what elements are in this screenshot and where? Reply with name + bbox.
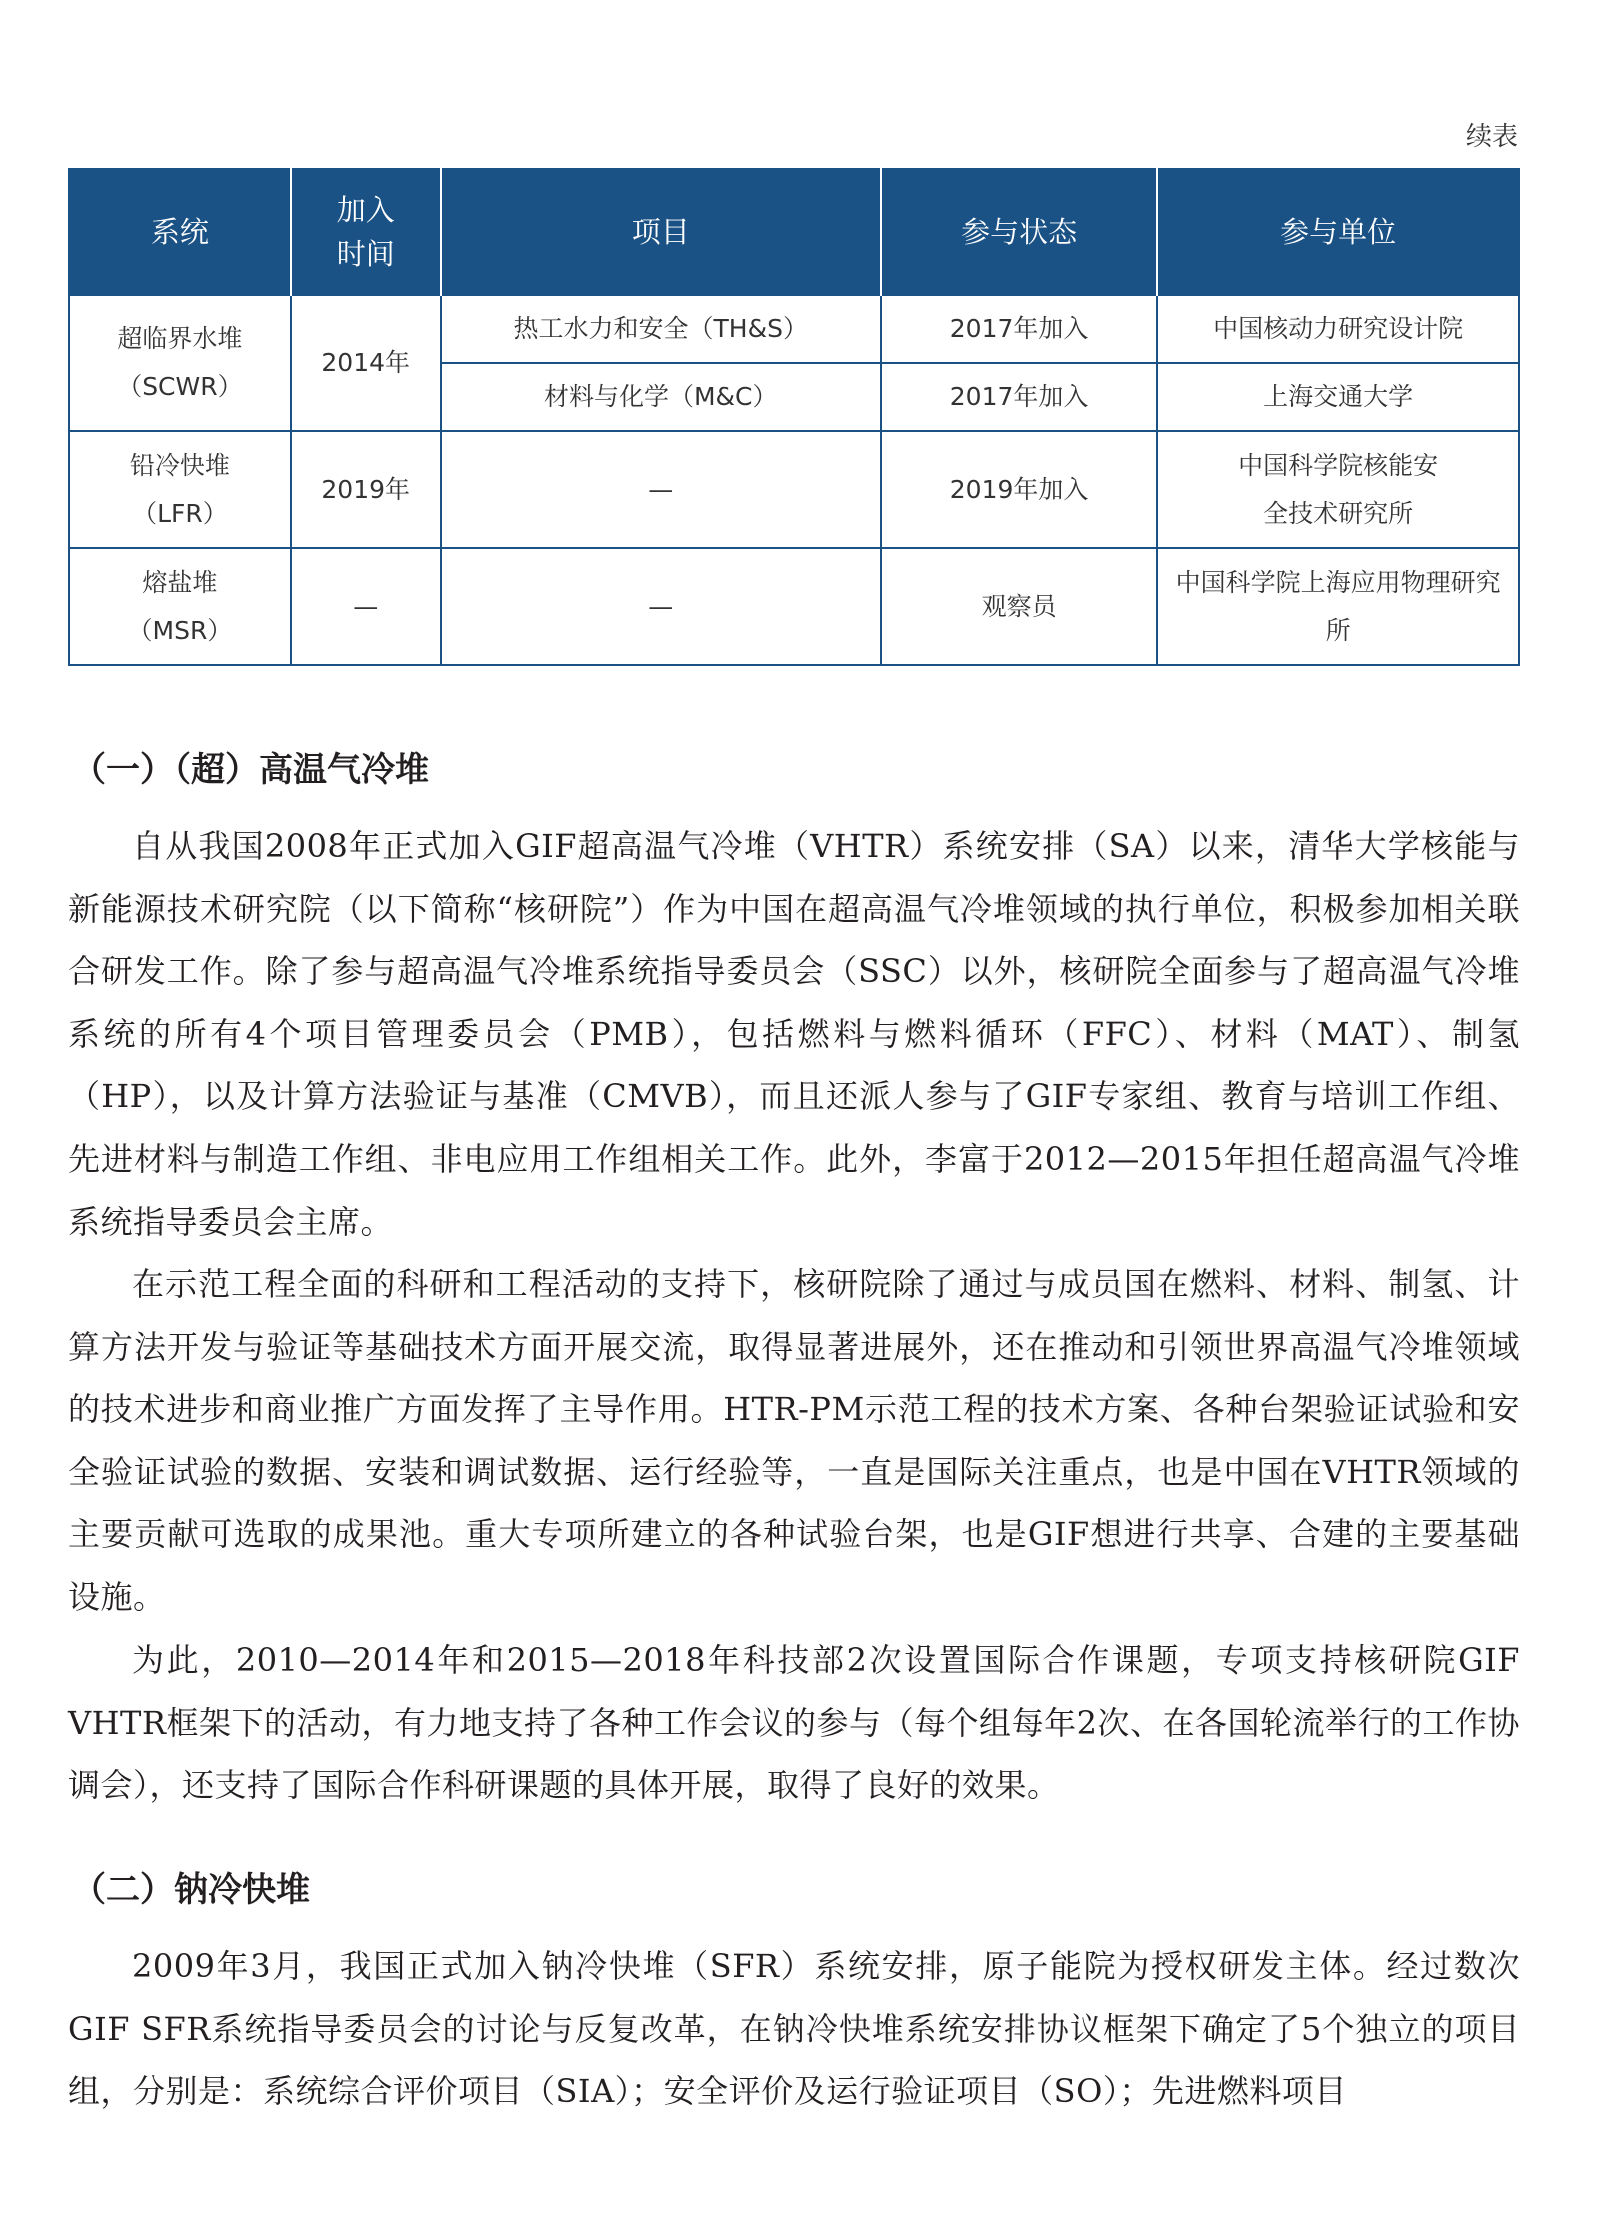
table-row	[69, 431, 1519, 548]
system-cell	[69, 548, 291, 665]
status-cell: 2017年加入	[881, 363, 1157, 431]
table-row	[69, 548, 1519, 665]
paragraph: 2009年3月，我国正式加入钠冷快堆（SFR）系统安排，原子能院为授权研发主体。经过数次GIF SFR系统指导委员会的讨论与反复改革，在钠冷快堆系统安排协议框架下确定了5个独立的项目组，分别是：系统综合评价项目（SIA）；安全评价及运行验证项目（SO）；先进燃料项目	[68, 1947, 1520, 2111]
header-status: 参与状态	[881, 169, 1157, 295]
section-heading-vhtr: （一）（超）高温气冷堆	[72, 750, 429, 790]
paragraph: 自从我国2008年正式加入GIF超高温气冷堆（VHTR）系统安排（SA）以来，清华大学核能与新能源技术研究院（以下简称“核研院”）作为中国在超高温气冷堆领域的执行单位，积极参加相关联合研发工作。除了参与超高温气冷堆系统指导委员会（SSC）以外，核研院全面参与了超高温气冷堆系统的所有4个项目管理委员会（PMB），包括燃料与燃料循环（FFC）、材料（MAT）、制氢（HP），以及计算方法验证与基准（CMVB），而且还派人参与了GIF专家组、教育与培训工作组、先进材料与制造工作组、非电应用工作组相关工作。此外，李富于2012—2015年担任超高温气冷堆系统指导委员会主席。	[68, 827, 1520, 1241]
paragraph: 在示范工程全面的科研和工程活动的支持下，核研院除了通过与成员国在燃料、材料、制氢、计算方法开发与验证等基础技术方面开展交流，取得显著进展外，还在推动和引领世界高温气冷堆领域的技术进步和商业推广方面发挥了主导作用。HTR-PM示范工程的技术方案、各种台架验证试验和安全验证试验的数据、安装和调试数据、运行经验等，一直是国际关注重点，也是中国在VHTR领域的主要贡献可选取的成果池。重大专项所建立的各种试验台架，也是GIF想进行共享、合建的主要基础设施。	[68, 1265, 1520, 1616]
unit-cell: 中国科学院上海应用物理研究所	[1157, 548, 1519, 665]
unit-name: 中国科学院核能安全技术研究所	[1238, 450, 1439, 528]
table-header-row	[69, 169, 1519, 295]
project-cell: —	[441, 431, 881, 548]
unit-cell: 上海交通大学	[1157, 363, 1519, 431]
join-time-cell: 2014年	[291, 295, 441, 431]
system-name: 铅冷快堆（LFR）	[129, 450, 230, 528]
header-project: 项目	[441, 169, 881, 295]
system-name: 超临界水堆（SCWR）	[117, 324, 243, 401]
status-cell: 观察员	[881, 548, 1157, 665]
join-time-cell: —	[291, 548, 441, 665]
system-cell	[69, 431, 291, 548]
unit-cell	[1157, 431, 1519, 548]
system-cell	[69, 295, 291, 431]
paragraph: 为此，2010—2014年和2015—2018年科技部2次设置国际合作课题，专项支持核研院GIF VHTR框架下的活动，有力地支持了各种工作会议的参与（每个组每年2次、在各国轮流举行的工作协调会），还支持了国际合作科研课题的具体开展，取得了良好的效果。	[68, 1641, 1520, 1805]
system-name: 熔盐堆（MSR）	[127, 567, 233, 645]
header-unit: 参与单位	[1157, 169, 1519, 295]
status-cell: 2017年加入	[881, 295, 1157, 363]
gif-participation-table	[68, 168, 1520, 666]
table-continued-label: 续表	[1465, 122, 1518, 152]
header-join-time	[291, 169, 441, 295]
section-heading-sfr: （二）钠冷快堆	[72, 1870, 310, 1910]
header-system: 系统	[69, 169, 291, 295]
project-cell: 材料与化学（M&C）	[441, 363, 881, 431]
join-time-cell: 2019年	[291, 431, 441, 548]
unit-cell: 中国核动力研究设计院	[1157, 295, 1519, 363]
table-row	[69, 295, 1519, 363]
header-join-time-text: 加入时间	[336, 193, 395, 271]
project-cell: —	[441, 548, 881, 665]
project-cell: 热工水力和安全（TH&S）	[441, 295, 881, 363]
status-cell: 2019年加入	[881, 431, 1157, 548]
